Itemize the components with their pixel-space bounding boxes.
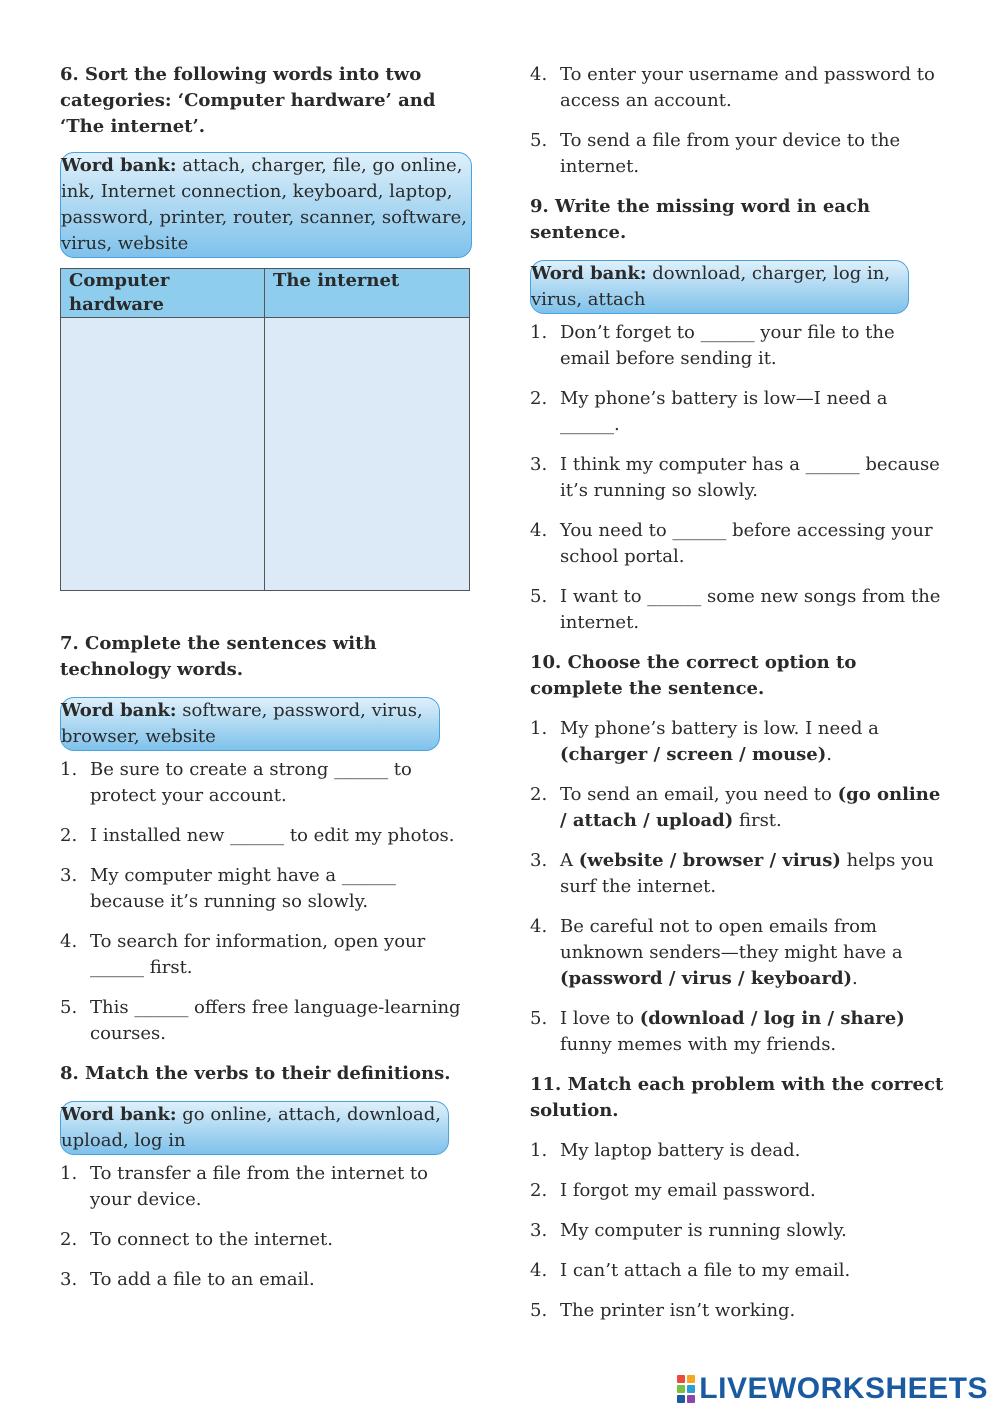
q10-heading: 10. Choose the correct option to complete the sentence. (530, 652, 857, 699)
list-item: 1. Be sure to create a strong ______ to protect your account. (60, 759, 412, 806)
q9-list (530, 320, 950, 636)
q8-continued-list (530, 62, 950, 180)
mark-square (677, 1395, 685, 1403)
option-group: (password / virus / keyboard) (560, 968, 853, 989)
q7-word-bank (60, 697, 440, 751)
list-item: 5. The printer isn’t working. (530, 1300, 796, 1321)
word-bank-text: attach, charger, file, go online, ink, Internet connection, keyboard, laptop, password, printer, router, scanner, software, virus, website (61, 155, 468, 254)
list-item: 1. To transfer a file from the internet to your device. (60, 1163, 429, 1210)
q6-heading: 6. Sort the following words into two categories: ‘Computer hardware’ and ‘The internet’. (60, 64, 436, 137)
list-item: 1. My phone’s battery is low. I need a (charger / screen / mouse). (530, 718, 879, 765)
left-column (60, 62, 472, 1293)
hardware-answer-cell[interactable] (61, 318, 265, 591)
list-item: 1. My laptop battery is dead. (530, 1140, 801, 1161)
list-item: 5. I love to (download / log in / share) funny memes with my friends. (530, 1008, 905, 1055)
table-header-computer-hardware: Computer hardware (61, 269, 265, 318)
list-item: 3. A (website / browser / virus) helps you surf the internet. (530, 850, 934, 897)
mark-square (687, 1395, 695, 1403)
mark-square (677, 1385, 685, 1393)
list-item: 2. I installed new ______ to edit my photos. (60, 825, 455, 846)
word-bank-text: software, password, virus, browser, website (61, 700, 423, 747)
q10-list (530, 716, 950, 1058)
list-item: 2. To connect to the internet. (60, 1229, 333, 1250)
word-bank-label: Word bank: (61, 700, 177, 721)
right-column (530, 62, 950, 1324)
option-group: (website / browser / virus) (578, 850, 841, 871)
list-item: 4. You need to ______ before accessing your school portal. (530, 520, 933, 567)
liveworksheets-mark-icon (677, 1375, 695, 1403)
list-item: 2. My phone’s battery is low—I need a ______. (530, 388, 888, 435)
mark-square (687, 1385, 695, 1393)
q9-word-bank (530, 260, 909, 314)
q8-heading: 8. Match the verbs to their definitions. (60, 1063, 451, 1084)
word-bank-text: go online, attach, download, upload, log in (61, 1104, 441, 1151)
option-group: (charger / screen / mouse) (560, 744, 827, 765)
word-bank-text: download, charger, log in, virus, attach (531, 263, 891, 310)
table-header-the-internet: The internet (265, 269, 470, 318)
q7-list (60, 757, 472, 1047)
liveworksheets-logo[interactable] (677, 1372, 988, 1406)
list-item: 2. I forgot my email password. (530, 1180, 816, 1201)
list-item: 5. This ______ offers free language-learning courses. (60, 997, 461, 1044)
word-bank-label: Word bank: (61, 1104, 177, 1125)
q11-heading: 11. Match each problem with the correct solution. (530, 1074, 944, 1121)
list-item: 4. To search for information, open your ______ first. (60, 931, 426, 978)
q8-word-bank (60, 1101, 449, 1155)
list-item: 3. To add a file to an email. (60, 1269, 315, 1290)
q7-heading: 7. Complete the sentences with technology words. (60, 633, 377, 680)
list-item: 5. I want to ______ some new songs from the internet. (530, 586, 941, 633)
list-item: 5. To send a file from your device to the internet. (530, 130, 901, 177)
mark-square (677, 1375, 685, 1383)
internet-answer-cell[interactable] (265, 318, 470, 591)
word-bank-label: Word bank: (61, 155, 177, 176)
logo-text: LIVEWORKSHEETS (699, 1372, 988, 1405)
sort-table (60, 268, 470, 591)
option-group: (download / log in / share) (639, 1008, 905, 1029)
mark-square (687, 1375, 695, 1383)
list-item: 2. To send an email, you need to (go online / attach / upload) first. (530, 784, 941, 831)
option-group: (go online / attach / upload) (560, 784, 941, 831)
list-item: 1. Don’t forget to ______ your file to the email before sending it. (530, 322, 895, 369)
list-item: 3. My computer is running slowly. (530, 1220, 847, 1241)
list-item: 4. Be careful not to open emails from unknown senders—they might have a (password / virus / keyboard). (530, 916, 903, 989)
list-item: 3. My computer might have a ______ because it’s running so slowly. (60, 865, 396, 912)
q6-word-bank (60, 152, 472, 258)
q9-heading: 9. Write the missing word in each sentence. (530, 196, 871, 243)
q11-list (530, 1138, 950, 1324)
word-bank-label: Word bank: (531, 263, 647, 284)
q8-list (60, 1161, 472, 1293)
list-item: 4. I can’t attach a file to my email. (530, 1260, 851, 1281)
list-item: 4. To enter your username and password to access an account. (530, 64, 935, 111)
list-item: 3. I think my computer has a ______ because it’s running so slowly. (530, 454, 940, 501)
